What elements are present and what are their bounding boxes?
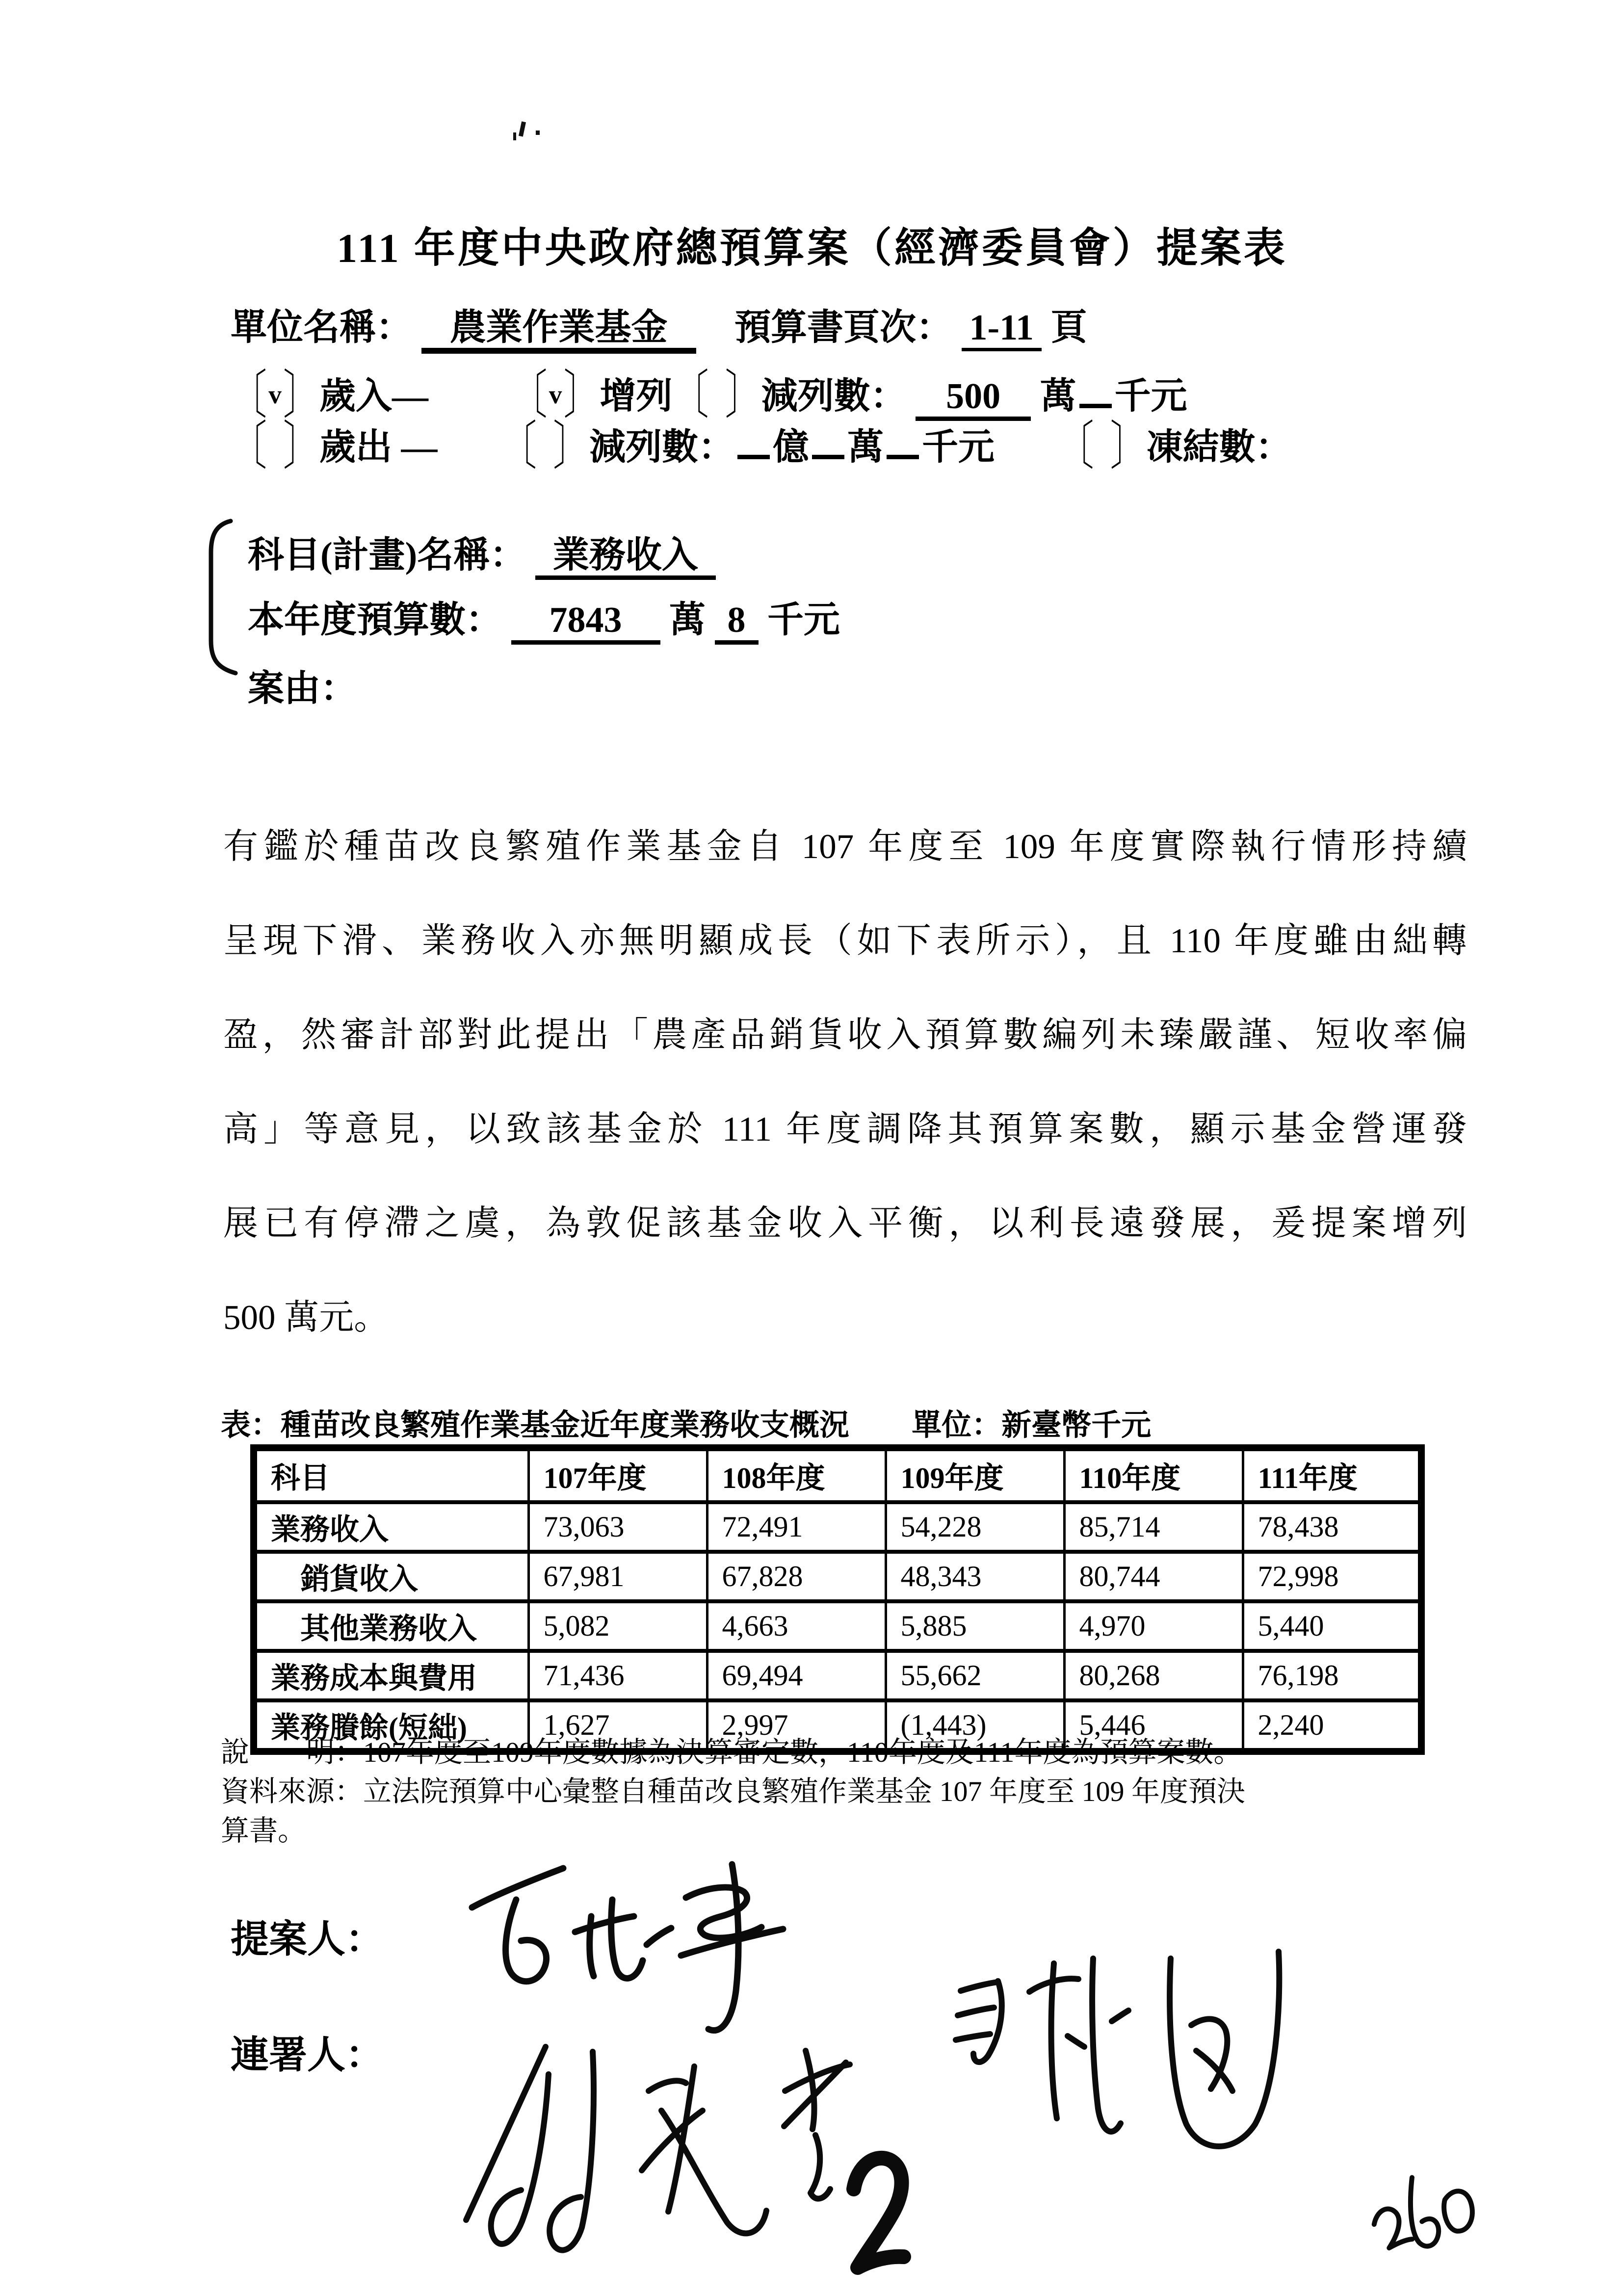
table-cell-value: 2,240 xyxy=(1243,1700,1421,1751)
table-cell-value: 55,662 xyxy=(886,1651,1064,1700)
table-cell-value: 78,438 xyxy=(1243,1502,1421,1552)
checkbox-bracket: 〔 xyxy=(231,417,267,476)
budget-value-wan: 7843 xyxy=(511,600,660,645)
checkbox-bracket: 〕 xyxy=(725,366,761,425)
checkbox-bracket: 〔 xyxy=(511,366,548,425)
blank-underline xyxy=(812,426,844,459)
checkbox-bracket: 〔 xyxy=(231,366,267,425)
yi-unit: 億 xyxy=(773,427,810,468)
checkbox-bracket: 〕 xyxy=(563,366,600,425)
paragraph-line: 盈，然審計部對此提出「農產品銷貨收入預算數編列未臻嚴謹、短收率偏 xyxy=(223,1016,1467,1054)
budget-value-qian: 8 xyxy=(715,600,759,645)
table-caption-line xyxy=(221,1401,1151,1444)
table-row-label: 業務收入 xyxy=(254,1502,528,1552)
revenue-check-row xyxy=(231,366,1187,425)
table-cell-value: 71,436 xyxy=(528,1651,707,1700)
table-header-year: 107年度 xyxy=(528,1448,707,1502)
table-notes xyxy=(221,1729,1496,1847)
cosigner-label: 連署人： xyxy=(231,2034,384,2076)
table-cell-value: 48,343 xyxy=(886,1552,1064,1601)
checkbox-bracket: 〕 xyxy=(553,417,590,476)
table-row xyxy=(254,1552,1421,1601)
checkbox-bracket: 〕 xyxy=(283,417,320,476)
table-row xyxy=(254,1502,1421,1552)
page-title: 111 年度中央政府總預算案（經濟委員會）提案表 xyxy=(337,226,1287,271)
qian-unit: 千元 xyxy=(767,600,840,640)
paragraph-line: 展已有停滯之虞，為敦促該基金收入平衡，以利長遠發展，爰提案增列 xyxy=(223,1204,1467,1243)
increase-label: 增列 xyxy=(600,376,673,417)
qian-unit: 千元 xyxy=(1114,376,1187,417)
table-cell-value: 85,714 xyxy=(1064,1502,1243,1552)
wan-unit: 萬 xyxy=(1040,376,1076,417)
table-cell-value: 5,082 xyxy=(528,1601,707,1651)
blank-underline xyxy=(887,426,919,459)
subject-label: 科目(計畫)名稱： xyxy=(248,535,526,575)
table-cell-value: 69,494 xyxy=(707,1651,886,1700)
table-header-subject: 科目 xyxy=(254,1448,528,1502)
case-reason-label: 案由： xyxy=(248,669,357,709)
scan-speck xyxy=(513,132,516,140)
unit-name-label: 單位名稱： xyxy=(231,308,412,348)
table-cell-value: 73,063 xyxy=(528,1502,707,1552)
expense-label: 歲出 — xyxy=(319,427,438,468)
case-reason-paragraph xyxy=(223,818,1467,1383)
table-unit-note: 單位：新臺幣千元 xyxy=(912,1409,1152,1442)
table-cell-value: 5,446 xyxy=(1064,1700,1243,1751)
decrease-label: 減列數： xyxy=(761,376,907,417)
unit-name-value: 農業作業基金 xyxy=(421,308,696,354)
table-cell-value: 5,440 xyxy=(1243,1601,1421,1651)
table-cell-value: 80,268 xyxy=(1064,1651,1243,1700)
paragraph-line: 有鑑於種苗改良繁殖作業基金自 107 年度至 109 年度實際執行情形持續 xyxy=(223,828,1467,866)
qian-unit: 千元 xyxy=(922,427,995,468)
expense-check-row xyxy=(231,417,1292,476)
freeze-label: 凍結數： xyxy=(1146,427,1292,468)
fund-income-expense-table xyxy=(250,1444,1425,1755)
scan-speck xyxy=(519,121,526,136)
checkbox-bracket: 〕 xyxy=(283,366,320,425)
table-cell-value: 2,997 xyxy=(707,1700,886,1751)
proposer-signature xyxy=(472,1864,783,2031)
note-explanation: 說 明：107年度至109年度數據為決算審定數，110年度及111年度為預算案數。 xyxy=(221,1736,1242,1768)
table-cell-value: 80,744 xyxy=(1064,1552,1243,1601)
table-row-label: 銷貨收入 xyxy=(254,1552,528,1601)
table-row-label: 業務成本與費用 xyxy=(254,1651,528,1700)
table-header-year: 111年度 xyxy=(1243,1448,1421,1502)
table-caption: 表：種苗改良繁殖作業基金近年度業務收支概況 xyxy=(221,1409,850,1442)
table-cell-value: 72,491 xyxy=(707,1502,886,1552)
table-row-label: 其他業務收入 xyxy=(254,1601,528,1651)
checkbox-bracket: 〔 xyxy=(672,366,709,425)
table-cell-value: 4,970 xyxy=(1064,1601,1243,1651)
table-header-year: 110年度 xyxy=(1064,1448,1243,1502)
budget-label: 本年度預算數： xyxy=(248,600,502,640)
expense-decrease-label: 減列數： xyxy=(589,427,735,468)
proposer-label: 提案人： xyxy=(231,1918,384,1960)
subject-value: 業務收入 xyxy=(535,535,716,580)
table-cell-value: (1,443) xyxy=(886,1700,1064,1751)
table-row-label: 業務賸餘(短絀) xyxy=(254,1700,528,1751)
wan-unit: 萬 xyxy=(669,600,706,640)
budget-line xyxy=(248,591,840,643)
unit-name-line xyxy=(231,298,1087,350)
table-cell-value: 5,885 xyxy=(886,1601,1064,1651)
wan-unit: 萬 xyxy=(847,427,884,468)
table-cell-value: 67,981 xyxy=(528,1552,707,1601)
checkbox-bracket: 〔 xyxy=(500,417,537,476)
subject-line xyxy=(248,526,716,578)
table-row xyxy=(254,1651,1421,1700)
section-brace xyxy=(211,521,236,673)
table-header-row xyxy=(254,1448,1421,1502)
table-header-year: 109年度 xyxy=(886,1448,1064,1502)
note-source-line1: 資料來源：立法院預算中心彙整自種苗改良繁殖作業基金 107 年度至 109 年度預決 xyxy=(221,1775,1246,1807)
paragraph-line: 500 萬元。 xyxy=(223,1299,389,1337)
checkbox-bracket: 〔 xyxy=(1057,417,1094,476)
paragraph-line: 高」等意見，以致該基金於 111 年度調降其預算案數，顯示基金營運發 xyxy=(223,1110,1467,1148)
table-cell-value: 67,828 xyxy=(707,1552,886,1601)
blank-underline xyxy=(1079,375,1112,408)
checkbox-bracket: 〕 xyxy=(1110,417,1147,476)
handwritten-page-number xyxy=(854,2158,904,2268)
table-header-year: 108年度 xyxy=(707,1448,886,1502)
handwritten-corner-number xyxy=(1365,2165,1479,2258)
pageref-unit: 頁 xyxy=(1050,308,1087,348)
revenue-label: 歲入— xyxy=(319,376,429,417)
table-cell-value: 72,998 xyxy=(1243,1552,1421,1601)
increase-amount-value: 500 xyxy=(916,376,1031,421)
blank-underline xyxy=(737,426,770,459)
table-cell-value: 54,228 xyxy=(886,1502,1064,1552)
table-row xyxy=(254,1601,1421,1651)
cosigner-signature-1 xyxy=(466,2047,850,2250)
pageref-label: 預算書頁次： xyxy=(734,308,952,348)
scan-speck xyxy=(536,130,540,135)
table-cell-value: 4,663 xyxy=(707,1601,886,1651)
paragraph-line: 呈現下滑、業務收入亦無明顯成長（如下表所示），且 110 年度雖由絀轉 xyxy=(223,922,1467,960)
increase-checkbox-mark: v xyxy=(549,380,562,409)
data-table xyxy=(250,1444,1425,1755)
note-source-line2: 算書。 xyxy=(221,1815,307,1847)
table-cell-value: 1,627 xyxy=(528,1700,707,1751)
revenue-checkbox-mark: v xyxy=(268,380,282,409)
table-cell-value: 76,198 xyxy=(1243,1651,1421,1700)
pageref-value: 1-11 xyxy=(962,308,1042,351)
cosigner-signature-2 xyxy=(956,1952,1279,2146)
